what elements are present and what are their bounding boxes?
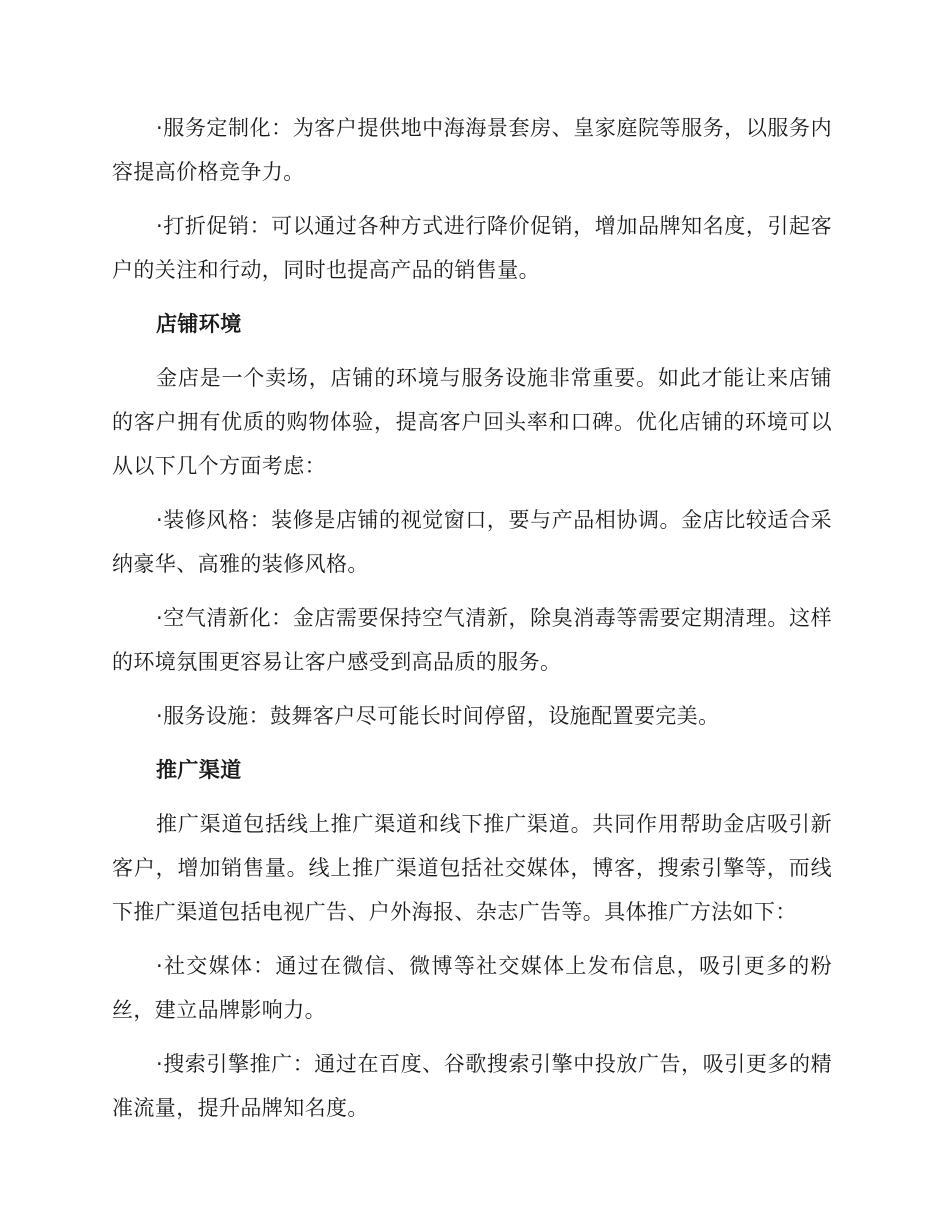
bullet-decoration-style: ·装修风格：装修是店铺的视觉窗口，要与产品相协调。金店比较适合采纳豪华、高雅的装修风格。 (112, 508, 832, 576)
section-heading-store-environment: 店铺环境 (156, 312, 242, 336)
bullet-social-media: ·社交媒体：通过在微信、微博等社交媒体上发布信息，吸引更多的粉丝，建立品牌影响力。 (112, 954, 832, 1022)
paragraph-promotion-channels-intro: 推广渠道包括线上推广渠道和线下推广渠道。共同作用帮助金店吸引新客户，增加销售量。线上推广渠道包括社交媒体，博客，搜索引擎等，而线下推广渠道包括电视广告、户外海报、杂志广告等。具体推广方法如下： (112, 812, 832, 924)
section-heading-promotion-channels: 推广渠道 (156, 758, 242, 782)
bullet-discount-promotion: ·打折促销：可以通过各种方式进行降价促销，增加品牌知名度，引起客户的关注和行动，同时也提高产品的销售量。 (112, 214, 832, 282)
paragraph-store-environment-intro: 金店是一个卖场，店铺的环境与服务设施非常重要。如此才能让来店铺的客户拥有优质的购物体验，提高客户回头率和口碑。优化店铺的环境可以从以下几个方面考虑： (112, 366, 832, 478)
bullet-service-customization: ·服务定制化：为客户提供地中海海景套房、皇家庭院等服务，以服务内容提高价格竞争力。 (112, 116, 832, 184)
bullet-search-engine: ·搜索引擎推广：通过在百度、谷歌搜索引擎中投放广告，吸引更多的精准流量，提升品牌知名度。 (112, 1052, 832, 1120)
bullet-fresh-air: ·空气清新化：金店需要保持空气清新，除臭消毒等需要定期清理。这样的环境氛围更容易让客户感受到高品质的服务。 (112, 606, 832, 674)
bullet-service-facilities: ·服务设施：鼓舞客户尽可能长时间停留，设施配置要完美。 (156, 704, 720, 728)
document-body (112, 106, 832, 1140)
